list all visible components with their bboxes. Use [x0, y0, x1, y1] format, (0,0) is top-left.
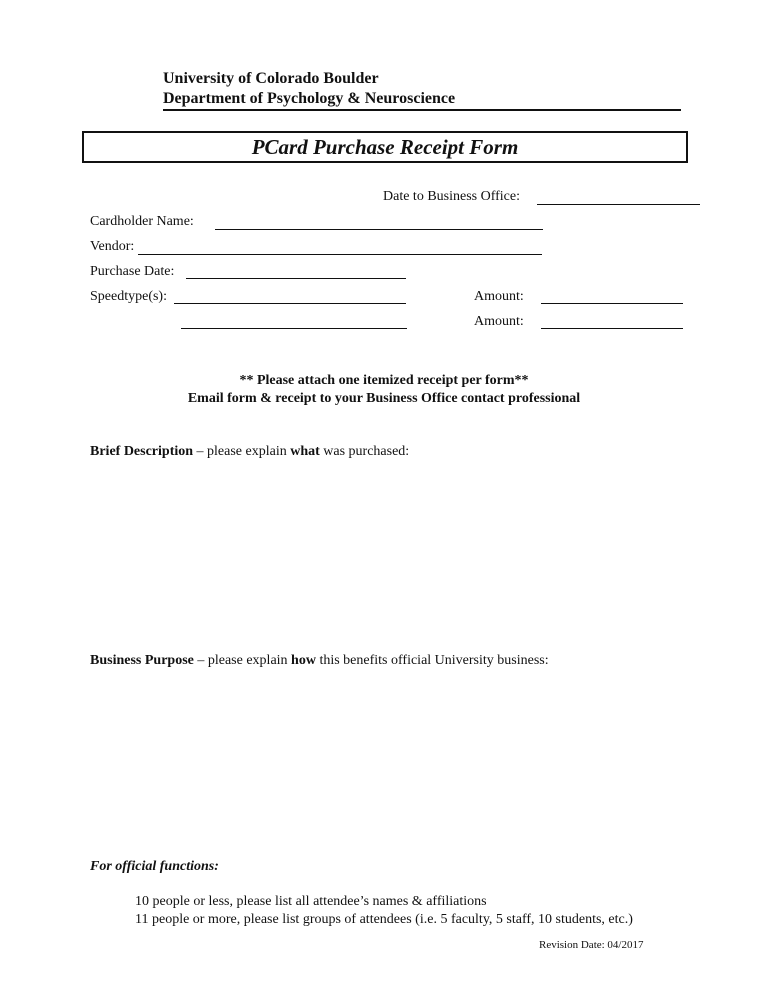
date-to-business-office-field[interactable]: [537, 204, 700, 205]
official-functions-item-2: 11 people or more, please list groups of attendees (i.e. 5 faculty, 5 staff, 10 students, etc.): [135, 912, 633, 927]
vendor-field[interactable]: [138, 254, 542, 255]
date-to-business-office-label: Date to Business Office:: [383, 189, 520, 204]
brief-description-label: Brief Description: [90, 444, 194, 459]
business-purpose-text-post: this benefits official University business:: [315, 653, 549, 668]
department-name: Department of Psychology & Neuroscience: [163, 90, 456, 107]
official-functions-heading: For official functions:: [90, 859, 219, 874]
brief-description-text-pre: – please explain: [193, 444, 291, 459]
purchase-date-field[interactable]: [186, 278, 406, 279]
header-divider: [163, 109, 681, 111]
form-title: PCard Purchase Receipt Form: [251, 134, 519, 159]
purchase-date-label: Purchase Date:: [90, 264, 175, 279]
speedtypes-label: Speedtype(s):: [90, 289, 167, 304]
revision-date: Revision Date: 04/2017: [539, 939, 644, 951]
business-purpose-label: Business Purpose: [90, 653, 194, 668]
vendor-label: Vendor:: [90, 239, 135, 254]
cardholder-name-field[interactable]: [215, 229, 543, 230]
amount-field-1[interactable]: [541, 303, 683, 304]
university-name: University of Colorado Boulder: [163, 70, 379, 87]
business-purpose-text-pre: – please explain: [193, 653, 292, 668]
business-purpose-prompt: [90, 652, 549, 670]
official-functions-item-1: 10 people or less, please list all attendee’s names & affiliations: [135, 894, 487, 909]
amount-label-1: Amount:: [474, 289, 524, 304]
amount-label-2: Amount:: [474, 314, 524, 329]
speedtype-field-2[interactable]: [181, 328, 407, 329]
brief-description-area[interactable]: [90, 466, 690, 636]
brief-description-prompt: [90, 443, 409, 461]
form-title-box: [82, 131, 688, 163]
attach-receipt-instruction: ** Please attach one itemized receipt per form**: [239, 373, 529, 388]
brief-description-text-post: was purchased:: [319, 444, 410, 459]
brief-description-emphasis: what: [290, 444, 320, 459]
speedtype-field-1[interactable]: [174, 303, 406, 304]
business-purpose-area[interactable]: [90, 676, 690, 846]
cardholder-name-label: Cardholder Name:: [90, 214, 194, 229]
business-purpose-emphasis: how: [291, 653, 316, 668]
amount-field-2[interactable]: [541, 328, 683, 329]
email-form-instruction: Email form & receipt to your Business Office contact professional: [187, 391, 581, 406]
